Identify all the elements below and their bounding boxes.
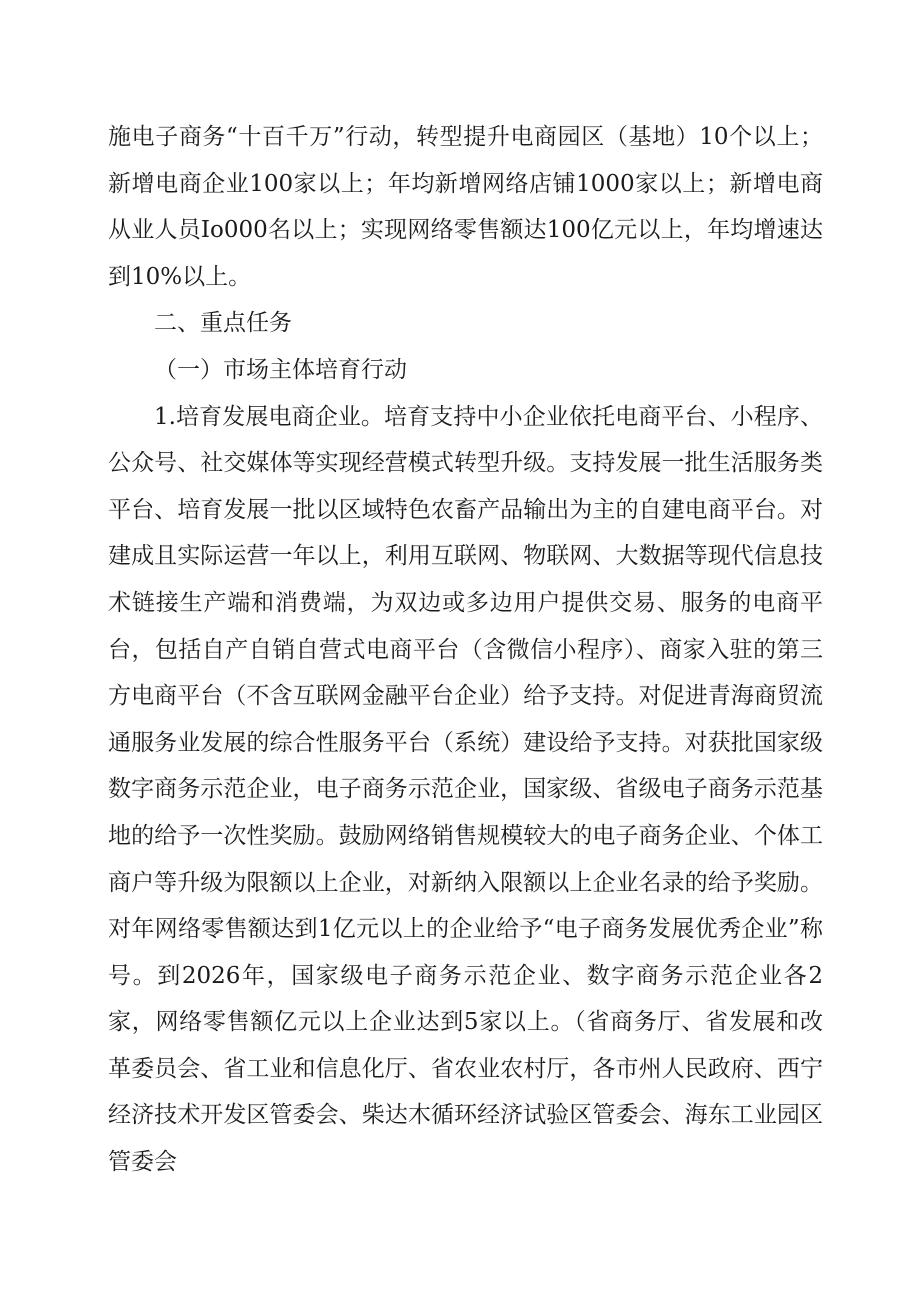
subsection-heading: （一）市场主体培育行动	[154, 356, 407, 383]
document-body	[108, 114, 823, 1186]
paragraph-continuation: 施电子商务“十百千万”行动，转型提升电商园区（基地）10个以上；新增电商企业100家以上；年均新增网络店铺1000家以上；新增电商从业人员Io000名以上；实现网络零售额达100亿元以上，年均增速达到10%以上。	[108, 124, 823, 290]
paragraph-task-1: 1.培育发展电商企业。培育支持中小企业依托电商平台、小程序、公众号、社交媒体等实现经营模式转型升级。支持发展一批生活服务类平台、培育发展一批以区域特色农畜产品输出为主的自建电商平台。对建成且实际运营一年以上，利用互联网、物联网、大数据等现代信息技术链接生产端和消费端，为双边或多边用户提供交易、服务的电商平台，包括自产自销自营式电商平台（含微信小程序）、商家入驻的第三方电商平台（不含互联网金融平台企业）给予支持。对促进青海商贸流通服务业发展的综合性服务平台（系统）建设给予支持。对获批国家级数字商务示范企业，电子商务示范企业，国家级、省级电子商务示范基地的给予一次性奖励。鼓励网络销售规模较大的电子商务企业、个体工商户等升级为限额以上企业，对新纳入限额以上企业名录的给予奖励。对年网络零售额达到1亿元以上的企业给予“电子商务发展优秀企业”称号。到2026年，国家级电子商务示范企业、数字商务示范企业各2家，网络零售额亿元以上企业达到5家以上。（省商务厅、省发展和改革委员会、省工业和信息化厅、省农业农村厅，各市州人民政府、西宁经济技术开发区管委会、柴达木循环经济试验区管委会、海东工业园区管委会	[108, 403, 823, 1176]
section-heading: 二、重点任务	[154, 310, 292, 337]
